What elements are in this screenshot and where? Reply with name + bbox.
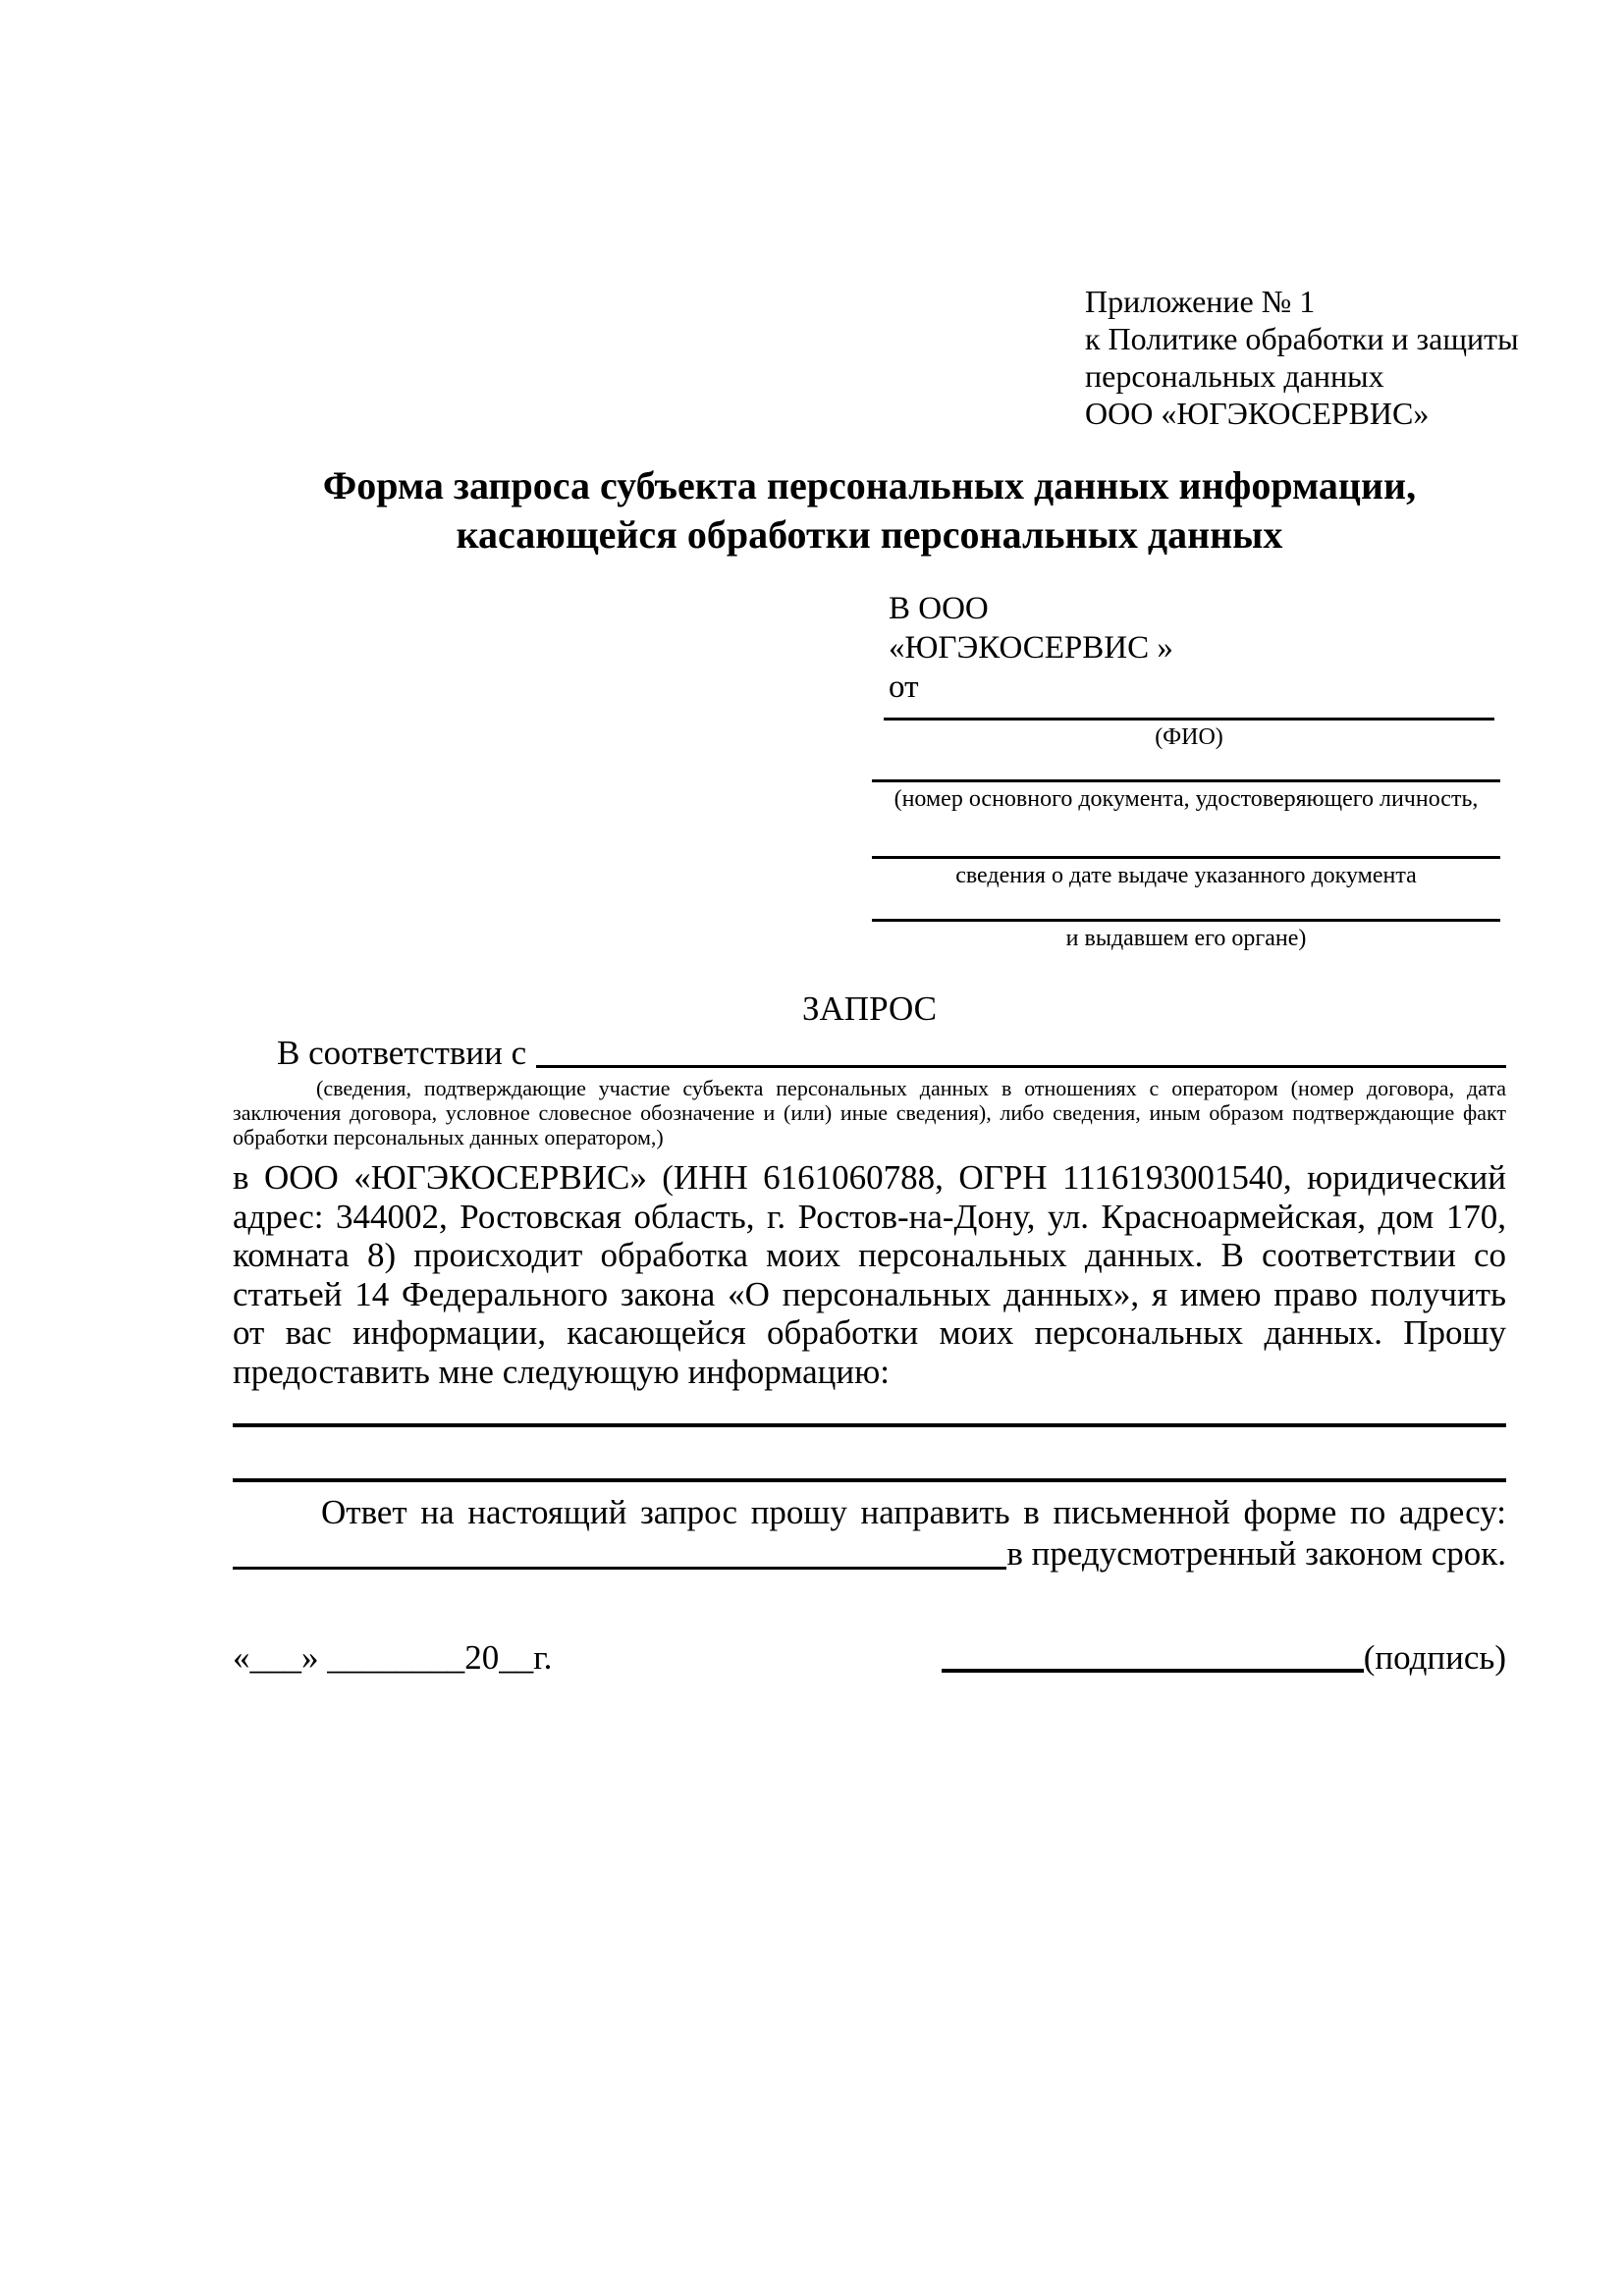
document-title-line-2: касающейся обработки персональных данных	[456, 512, 1283, 557]
appendix-header-line-2: к Политике обработки и защиты	[1085, 321, 1519, 356]
addressee-line-org: «ЮГЭКОСЕРВИС »	[889, 630, 1173, 666]
request-lead-in-text: В соответствии с	[277, 1034, 527, 1072]
date-signature-row	[233, 1637, 1506, 1679]
id-document-caption: (номер основного документа, удостоверяющего личность,	[893, 786, 1479, 812]
document-title	[233, 461, 1506, 560]
appendix-header-line-1: Приложение № 1	[1085, 284, 1316, 319]
appendix-header	[1085, 283, 1519, 432]
issuing-authority-caption: и выдавшем его органе)	[1065, 926, 1307, 951]
document-title-line-1: Форма запроса субъекта персональных данных информации,	[322, 463, 1417, 507]
appendix-header-line-4: ООО «ЮГЭКОСЕРВИС»	[1085, 396, 1430, 431]
addressee-block	[889, 589, 1173, 707]
appendix-header-line-3: персональных данных	[1085, 358, 1384, 394]
signature-caption: (подпись)	[1363, 1638, 1506, 1677]
reply-tail-text: в предусмотренный законом срок.	[1006, 1534, 1506, 1573]
addressee-line-to: В ООО	[889, 591, 989, 626]
request-heading: ЗАПРОС	[801, 989, 938, 1028]
info-blank-line-2	[233, 1478, 1506, 1482]
request-lead-in-row	[233, 1033, 1506, 1074]
signature-blank-line	[942, 1637, 1364, 1673]
reply-instruction: Ответ на настоящий запрос прошу направить в письменной форме по адресу:	[321, 1493, 1506, 1531]
fio-caption: (ФИО)	[1155, 724, 1223, 750]
fio-blank-line	[884, 718, 1494, 721]
footer-spacer	[552, 1637, 941, 1679]
issuing-authority-blank-line	[872, 919, 1500, 922]
addressee-line-from: от	[889, 669, 919, 705]
date-blank: «___» ________20__г.	[233, 1638, 553, 1677]
basis-footnote: (сведения, подтверждающие участие субъекта персональных данных в отношениях с оператором (номер договора, дата заключения договора, условное словесное обозначение и (или) иные сведения), либо сведения, иным образом подтверждающие факт обработки персональных данных оператором,)	[233, 1076, 1506, 1149]
id-document-blank-line	[872, 779, 1500, 782]
reply-address-row	[233, 1533, 1506, 1575]
address-blank-line	[233, 1533, 1006, 1570]
issue-date-caption: сведения о дате выдаче указанного документа	[955, 863, 1417, 888]
basis-blank-line	[536, 1033, 1506, 1068]
request-body-paragraph: в ООО «ЮГЭКОСЕРВИС» (ИНН 6161060788, ОГРН 1116193001540, юридический адрес: 344002, Ростовская область, г. Ростов-на-Дону, ул. Красноармейская, дом 170, комната 8) происходит обработка моих персональных данных. В соответствии со статьей 14 Федерального закона «О персональных данных», я имею право получить от вас информации, касающейся обработки моих персональных данных. Прошу предоставить мне следующую информацию:	[233, 1158, 1506, 1391]
issue-date-blank-line	[872, 856, 1500, 859]
info-blank-line-1	[233, 1423, 1506, 1427]
